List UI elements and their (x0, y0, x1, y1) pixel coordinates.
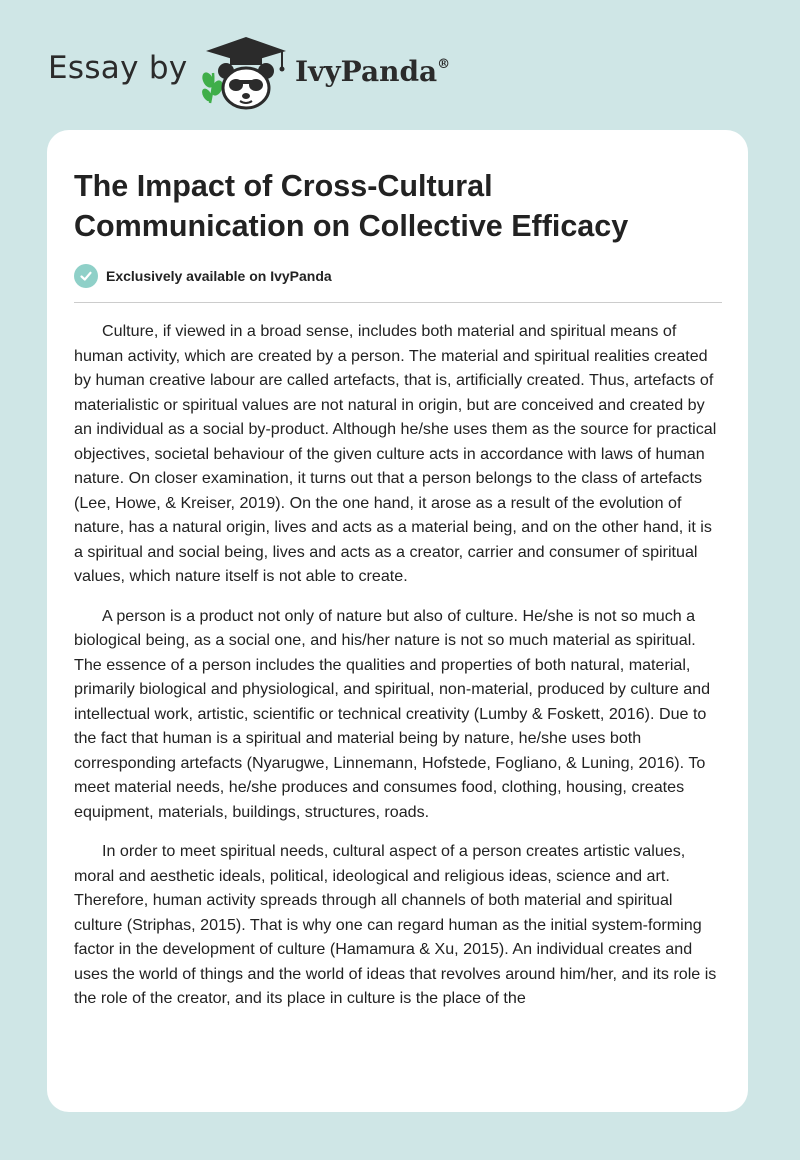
site-header (0, 0, 800, 130)
divider (74, 302, 722, 303)
brand-name[interactable]: IvyPanda® (295, 55, 451, 88)
panda-logo-icon[interactable] (200, 33, 292, 113)
paragraph: Culture, if viewed in a broad sense, includes both material and spiritual means of human activity, which are created by a person. The material and spiritual realities created by human creative labour are called artefacts, that is, artificially created. Thus, artefacts of materialistic or spiritual values are not natural in origin, but are conceived and created by an individual as a social by-product. Although he/she uses them as the source for practical objectives, societal behaviour of the given culture acts in accordance with laws of human nature. On closer examination, it turns out that a person belongs to the class of artefacts (Lee, Howe, & Kreiser, 2019). On the one hand, it arose as a result of the evolution of nature, has a natural origin, lives and acts as a material being, and on the other hand, it is a spiritual and social being, lives and acts as a creator, carrier and consumer of spiritual values, which nature itself is not able to create. (74, 322, 717, 585)
exclusive-badge-label: Exclusively available on IvyPanda (106, 268, 332, 284)
paragraph: In order to meet spiritual needs, cultural aspect of a person creates artistic values, moral and aesthetic ideals, political, ideological and religious ideas, science and art. Therefore, human activity spreads through all channels of both material and spiritual culture (Striphas, 2015). That is why one can regard human as the initial system-forming factor in the development of culture (Hamamura & Xu, 2015). An individual creates and uses the world of things and the world of ideas that revolves around him/her, and its role is the role of the creator, and its place in culture is the place of the (74, 842, 717, 1007)
essay-by-label: Essay by (48, 50, 188, 86)
essay-body (74, 319, 724, 1026)
paragraph: A person is a product not only of nature but also of culture. He/she is not so much a biological being, as a social one, and his/her nature is not so much material as spiritual. The essence of a person includes the qualities and properties of both natural, material, primarily biological and physiological, and spiritual, non-material, produced by culture and intellectual work, artistic, scientific or technical creativity (Lumby & Foskett, 2016). Due to the fact that human is a spiritual and material being by nature, he/she uses both corresponding artefacts (Nyarugwe, Linnemann, Hofstede, Fogliano, & Luning, 2016). To meet material needs, he/she produces and consumes food, clothing, housing, creates equipment, materials, buildings, structures, roads. (74, 606, 711, 821)
page-title: The Impact of Cross-Cultural Communication on Collective Efficacy (74, 169, 629, 243)
check-icon (74, 264, 98, 288)
exclusive-badge (74, 263, 332, 289)
essay-card (47, 130, 748, 1112)
